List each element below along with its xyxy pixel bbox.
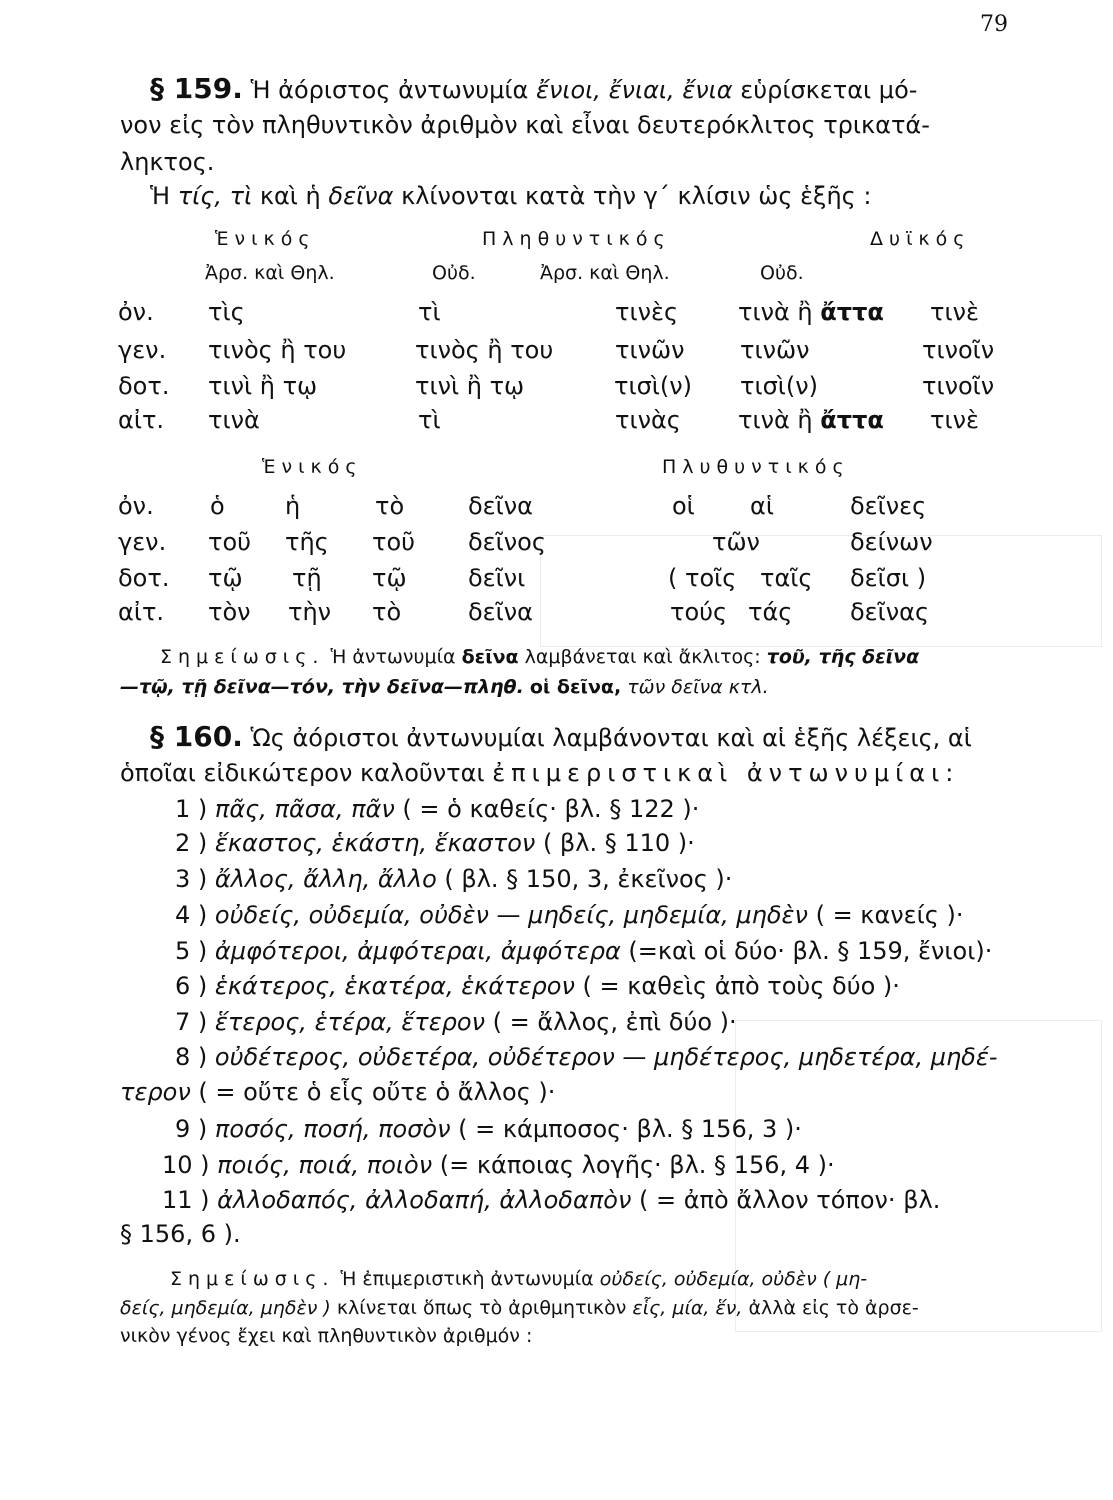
list-item: 7 ) ἕτερος, ἑτέρα, ἕτερον ( = ἄλλος, ἐπὶ δύο )·	[175, 1008, 737, 1036]
table1-header-plural: Πληθυντικός	[482, 228, 671, 250]
case-label: δοτ.	[118, 372, 170, 400]
s159-line2: νον εἰς τὸν πληθυντικὸν ἀριθμὸν καὶ εἶναι δευτερόκλιτος τρικατά-	[120, 111, 930, 139]
s160-line1: § 160. Ὡς ἀόριστοι ἀντωνυμίαι λαμβάνονται καὶ αἱ ἑξῆς λέξεις, αἱ	[150, 720, 972, 753]
table-cell: τῇ	[292, 564, 322, 592]
table-cell: οἱ	[672, 492, 695, 520]
list-item-continuation: τερον ( = οὔτε ὁ εἷς οὔτε ὁ ἄλλος )·	[120, 1078, 556, 1106]
page-number: 79	[980, 12, 1008, 37]
list-item-continuation: § 156, 6 ).	[120, 1220, 241, 1248]
table-cell: δεῖνες	[850, 492, 927, 520]
table-cell: δεῖνα	[468, 492, 534, 520]
table1-header-dual: Δυϊκός	[870, 228, 971, 250]
table-cell: δεῖνι	[468, 564, 526, 592]
table1-subheader: Ἀρσ. καὶ Θηλ.	[205, 262, 335, 284]
table-cell: τινοῖν	[922, 372, 995, 400]
s159-line3: ληκτος.	[120, 148, 215, 176]
note-label: Σημείωσις.	[160, 646, 325, 668]
table-cell: τινὶ ἢ τῳ	[415, 372, 525, 400]
table-cell: τὴν	[288, 598, 332, 626]
table-cell: τῷ	[372, 564, 407, 592]
table2-header-singular: Ἑνικός	[262, 456, 363, 478]
table-cell: τῆς	[285, 528, 329, 556]
table-cell: δεῖνας	[850, 598, 930, 626]
case-label: ὀν.	[118, 298, 154, 326]
table-cell: τινὸς ἢ του	[208, 336, 347, 364]
case-label: γεν.	[118, 528, 167, 556]
table1-subheader: Ἀρσ. καὶ Θηλ.	[540, 262, 670, 284]
s160-line2: ὁποῖαι εἰδικώτερον καλοῦνται ἐπιμεριστικαὶ ἀντωνυμίαι:	[120, 759, 960, 787]
table1-subheader: Οὐδ.	[760, 262, 804, 284]
table-cell: δείνων	[850, 528, 933, 556]
table-cell: τὸ	[372, 598, 402, 626]
table-cell: ( τοῖς	[668, 564, 737, 592]
table2-header-plural: Πλυθυντικός	[662, 456, 850, 478]
table-cell: τοῦ	[372, 528, 416, 556]
table-cell: τινῶν	[740, 336, 810, 364]
note2-line2: δείς, μηδεμία, μηδὲν ) κλίνεται ὅπως τὸ ἀριθμητικὸν εἷς, μία, ἕν, ἀλλὰ εἰς τὸ ἀρσε-	[120, 1297, 919, 1319]
table-cell: τινὸς ἢ του	[415, 336, 554, 364]
table-cell: τούς	[670, 598, 728, 626]
table-cell: αἱ	[750, 492, 774, 520]
case-label: δοτ.	[118, 564, 170, 592]
table-cell: τὸ	[375, 492, 405, 520]
note2-line3: νικὸν γένος ἔχει καὶ πληθυντικὸν ἀριθμόν :	[120, 1325, 533, 1347]
table-cell: τὶ	[418, 298, 441, 326]
list-item: 3 ) ἄλλος, ἄλλη, ἄλλο ( βλ. § 150, 3, ἐκεῖνος )·	[175, 865, 733, 893]
list-item: 8 ) οὐδέτερος, οὐδετέρα, οὐδέτερον — μηδέτερος, μηδετέρα, μηδέ-	[175, 1043, 998, 1071]
table-cell: τινὰ ἢ ἄττα	[738, 406, 884, 434]
table-cell: τὸν	[208, 598, 251, 626]
table-cell: τισὶ(ν)	[614, 372, 693, 400]
case-label: ὀν.	[118, 492, 154, 520]
table-cell: τινὲ	[930, 406, 979, 434]
table-cell: δεῖσι )	[850, 564, 927, 592]
section-number: § 160.	[150, 720, 243, 753]
case-label: γεν.	[118, 336, 167, 364]
table1-subheader: Οὐδ.	[432, 262, 476, 284]
table-cell: τινῶν	[615, 336, 685, 364]
table-cell: τινὰ	[208, 406, 260, 434]
table-cell: τοῦ	[208, 528, 252, 556]
table-cell: τινὰ ἢ ἄττα	[738, 298, 884, 326]
list-item: 10 ) ποιός, ποιά, ποιὸν (= κάποιας λογῆς· βλ. § 156, 4 )·	[162, 1151, 835, 1179]
table1-header-singular: Ἑνικός	[215, 228, 316, 250]
list-item: 2 ) ἕκαστος, ἑκάστη, ἕκαστον ( βλ. § 110 )·	[175, 829, 695, 857]
list-item: 5 ) ἀμφότεροι, ἀμφότεραι, ἀμφότερα (=καὶ οἱ δύο· βλ. § 159, ἔνιοι)·	[175, 937, 993, 965]
s159-line1: § 159. Ἡ ἀόριστος ἀντωνυμία ἔνιοι, ἔνιαι, ἔνια εὑρίσκεται μό-	[150, 72, 918, 105]
note1-line2: —τῷ, τῇ δεῖνα—τόν, τὴν δεῖνα—πληθ. οἱ δεῖνα, τῶν δεῖνα κτλ.	[120, 676, 769, 698]
table-cell: ὁ	[210, 492, 225, 520]
list-item: 1 ) πᾶς, πᾶσα, πᾶν ( = ὁ καθείς· βλ. § 122 )·	[175, 795, 700, 823]
note-label: Σημείωσις.	[170, 1268, 335, 1290]
list-item: 6 ) ἑκάτερος, ἑκατέρα, ἑκάτερον ( = καθεὶς ἀπὸ τοὺς δύο )·	[175, 972, 900, 1000]
section-number: § 159.	[150, 72, 243, 105]
table-cell: ἡ	[285, 492, 301, 520]
table-cell: τινὲ	[930, 298, 979, 326]
table-cell: τάς	[748, 598, 793, 626]
note1-line1: Σημείωσις. Ἡ ἀντωνυμία δεῖνα λαμβάνεται καὶ ἄκλιτος: τοῦ, τῆς δεῖνα	[160, 646, 920, 668]
table-cell: τὶς	[208, 298, 245, 326]
table-cell: τινὶ ἢ τῳ	[208, 372, 318, 400]
s159-line4: Ἡ τίς, τὶ καὶ ἡ δεῖνα κλίνονται κατὰ τὴν γ΄ κλίσιν ὡς ἑξῆς :	[150, 182, 872, 210]
table-cell: τὶ	[418, 406, 441, 434]
table-cell: δεῖνος	[468, 528, 546, 556]
table-cell: δεῖνα	[468, 598, 534, 626]
table-cell: τινοῖν	[922, 336, 995, 364]
table-cell: ταῖς	[760, 564, 813, 592]
bleed-through-frame	[540, 535, 1102, 647]
table-cell: τῷ	[208, 564, 243, 592]
note2-line1: Σημείωσις. Ἡ ἐπιμεριστικὴ ἀντωνυμία οὐδείς, οὐδεμία, οὐδὲν ( μη-	[170, 1268, 868, 1290]
table-cell: τῶν	[712, 528, 760, 556]
case-label: αἰτ.	[118, 598, 165, 626]
list-item: 11 ) ἀλλοδαπός, ἀλλοδαπή, ἀλλοδαπὸν ( = ἀπὸ ἄλλον τόπον· βλ.	[162, 1186, 941, 1214]
list-item: 9 ) ποσός, ποσή, ποσὸν ( = κάμποσος· βλ. § 156, 3 )·	[175, 1115, 802, 1143]
table-cell: τισὶ(ν)	[740, 372, 819, 400]
table-cell: τινὰς	[615, 406, 681, 434]
case-label: αἰτ.	[118, 406, 165, 434]
list-item: 4 ) οὐδείς, οὐδεμία, οὐδὲν — μηδείς, μηδεμία, μηδὲν ( = κανείς )·	[175, 901, 964, 929]
table-cell: τινὲς	[615, 298, 679, 326]
